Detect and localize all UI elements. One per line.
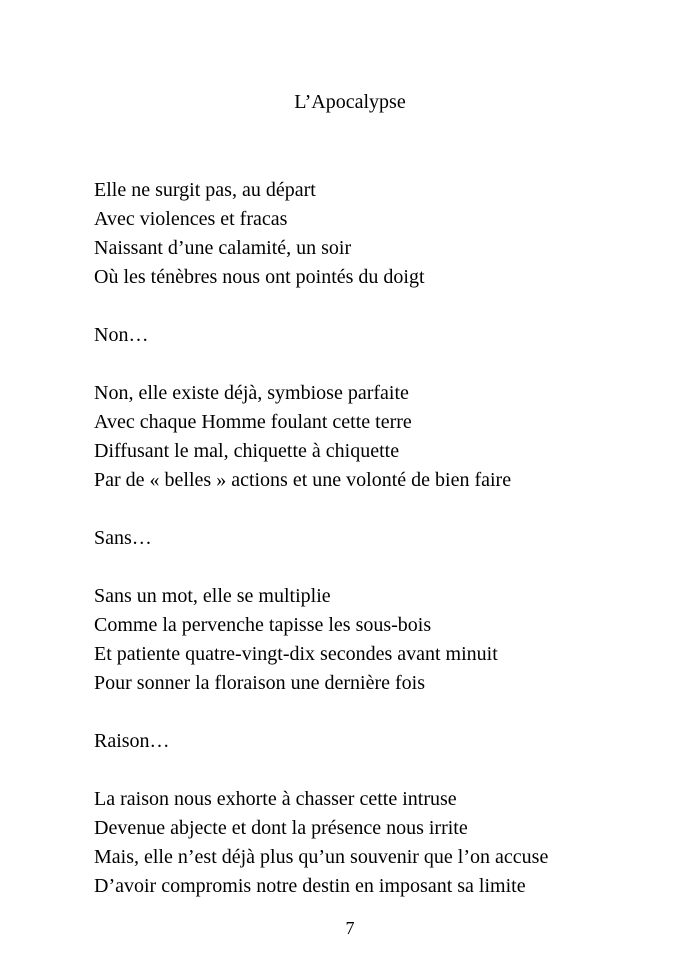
stanza-3 [94,379,674,495]
poem-line: Naissant d’une calamité, un soir [94,237,352,259]
poem-line: Elle ne surgit pas, au départ [94,179,316,201]
stanza-6 [94,727,674,756]
poem-line: Devenue abjecte et dont la présence nous irrite [94,817,468,839]
stanza-5 [94,582,674,698]
poem-line: Avec chaque Homme foulant cette terre [94,411,412,433]
poem-line: Où les ténèbres nous ont pointés du doigt [94,266,425,288]
poem-line: Non, elle existe déjà, symbiose parfaite [94,382,409,404]
poem-line: Raison… [94,730,170,752]
poem-line: Et patiente quatre-vingt-dix secondes avant minuit [94,643,498,665]
poem-body [94,176,674,930]
poem-line: Non… [94,324,149,346]
poem-line: La raison nous exhorte à chasser cette intruse [94,788,457,810]
stanza-1 [94,176,674,292]
stanza-7 [94,785,674,901]
poem-line: Avec violences et fracas [94,208,288,230]
stanza-4 [94,524,674,553]
poem-line: Pour sonner la floraison une dernière fois [94,672,426,694]
stanza-2 [94,321,674,350]
poem-line: Comme la pervenche tapisse les sous-bois [94,614,432,636]
poem-title: L’Apocalypse [294,91,406,113]
poem-line: Sans… [94,527,152,549]
page-number: 7 [345,918,355,938]
poem-line: Par de « belles » actions et une volonté de bien faire [94,469,512,491]
poem-line: Diffusant le mal, chiquette à chiquette [94,440,400,462]
poem-line: Sans un mot, elle se multiplie [94,585,331,607]
poem-line: Mais, elle n’est déjà plus qu’un souvenir que l’on accuse [94,846,549,868]
poem-line: D’avoir compromis notre destin en imposant sa limite [94,875,526,897]
